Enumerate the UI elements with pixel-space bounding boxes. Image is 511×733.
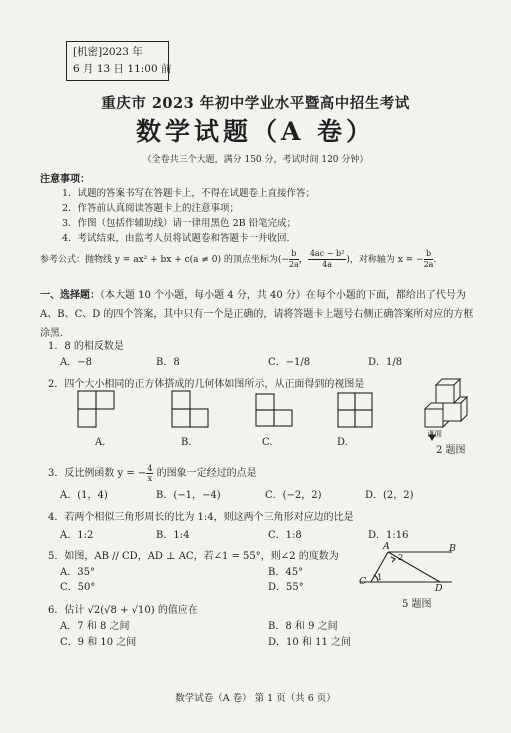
question-5-stem: 5．如图，AB // CD，AD ⊥ AC，若∠1 = 55°，则∠2 的度数为 — [48, 551, 339, 562]
q5-option-c: C．50° — [60, 582, 96, 593]
q4-option-c: C．1:8 — [268, 530, 302, 541]
question-2-stem: 2．四个大小相同的正方体搭成的几何体如图所示，从正面得到的视图是 — [48, 379, 365, 390]
fraction-b-over-2a: $\frac{b}{2a}$ — [288, 249, 299, 269]
q3-option-a: A．(1，4) — [60, 490, 108, 501]
q5-angle-1: 1 — [377, 573, 383, 583]
q1-option-a: A．−8 — [60, 357, 92, 368]
q1-option-b: B．8 — [156, 357, 180, 368]
formula-vertex-open: (− — [277, 255, 289, 265]
q5-option-a: A．35° — [60, 567, 95, 578]
q5-label-d: D — [435, 583, 443, 594]
q4-option-d: D．1:16 — [368, 530, 409, 541]
stamp-line-2: 6 月 13 日 11:00 前 — [73, 63, 172, 75]
q6-option-c: C．9 和 10 之间 — [60, 637, 137, 648]
q3-fraction: $\frac{4}{x}$ — [147, 464, 153, 483]
q2-fig-caption: 2 题图 — [436, 445, 466, 456]
page-footer: 数学试卷（A 卷） 第 1 页（共 6 页） — [175, 693, 336, 704]
q2-front-label: 正面 — [427, 429, 442, 438]
note-item-2: 2．作答前认真阅读答题卡上的注意事项； — [62, 203, 240, 214]
exam-title: 重庆市 2023 年初中学业水平暨高中招生考试 — [101, 95, 410, 112]
q6-option-a: A．7 和 8 之间 — [60, 621, 130, 632]
note-item-4: 4．考试结束，由监考人员将试题卷和答题卡一并收回. — [62, 233, 290, 244]
q5-angle-2: 2 — [398, 553, 404, 563]
formula-axis-text: ，对称轴为 x = − — [349, 255, 424, 265]
formula-comma: ， — [298, 255, 308, 265]
q3-option-c: C．(−2，2) — [265, 490, 322, 501]
notes-heading: 注意事项： — [40, 174, 90, 185]
q1-option-d: D．1/8 — [368, 357, 403, 368]
question-1-stem: 1．8 的相反数是 — [48, 341, 124, 352]
q5-label-b: B — [449, 543, 456, 554]
q2-option-b: B. — [181, 437, 192, 448]
q6-option-d: D．10 和 11 之间 — [268, 637, 352, 648]
question-4-stem: 4．若两个相似三角形周长的比为 1:4，则这两个三角形对应边的比是 — [48, 512, 354, 523]
q5-label-c: C — [359, 576, 367, 587]
section-1-text: （本大题 10 个小题，每小题 4 分，共 40 分）在每个小题的下面，都给出了代号为 A、B、C、D 的四个答案，其中只有一个是正确的，请将答题卡上题号右侧正确答案所对应的方框涂黑. — [40, 290, 474, 339]
fraction-vertex-y: $\frac{\text{4ac − b²}}{4a}$ — [309, 249, 345, 269]
q3-option-d: D．(2，2) — [365, 490, 414, 501]
question-3-stem: 3．反比例函数 y = − $\frac{4}{x}$ 的图象一定经过的点是 — [48, 464, 257, 483]
q2-option-d: D. — [337, 437, 348, 448]
paper-title: 数学试题（A 卷） — [135, 117, 376, 146]
note-item-3: 3．作图（包括作辅助线）请一律用黑色 2B 铅笔完成； — [62, 218, 297, 229]
fraction-axis: $\frac{b}{2a}$ — [423, 249, 434, 269]
q5-label-a: A — [383, 541, 390, 552]
formula-end: . — [433, 255, 437, 265]
formula-vertex-close: ) — [346, 255, 350, 265]
section-1-label: 一、选择题： — [40, 290, 100, 301]
note-item-1: 1．试题的答案书写在答题卡上，不得在试题卷上直接作答； — [62, 188, 316, 199]
q2-option-c: C. — [262, 437, 273, 448]
q5-option-d: D．55° — [268, 582, 304, 593]
stamp-line-1: [机密]2023 年 — [73, 46, 143, 58]
q2-option-a: A. — [95, 437, 106, 448]
q5-fig-caption: 5 题图 — [402, 599, 432, 610]
q5-option-b: B．45° — [268, 567, 304, 578]
paper-subtitle: （全卷共三个大题，满分 150 分，考试时间 120 分钟） — [142, 155, 369, 165]
q6-option-b: B．8 和 9 之间 — [268, 621, 338, 632]
formula-prefix: 参考公式：抛物线 y = ax² + bx + c(a ≠ 0) 的顶点坐标为 — [40, 255, 278, 265]
q4-option-a: A．1:2 — [60, 530, 94, 541]
q1-option-c: C．−1/8 — [268, 357, 311, 368]
q4-option-b: B．1:4 — [156, 530, 190, 541]
question-6-stem: 6．估计 √2(√8 + √10) 的值应在 — [48, 605, 198, 616]
q3-option-b: B．(−1，−4) — [156, 490, 221, 501]
